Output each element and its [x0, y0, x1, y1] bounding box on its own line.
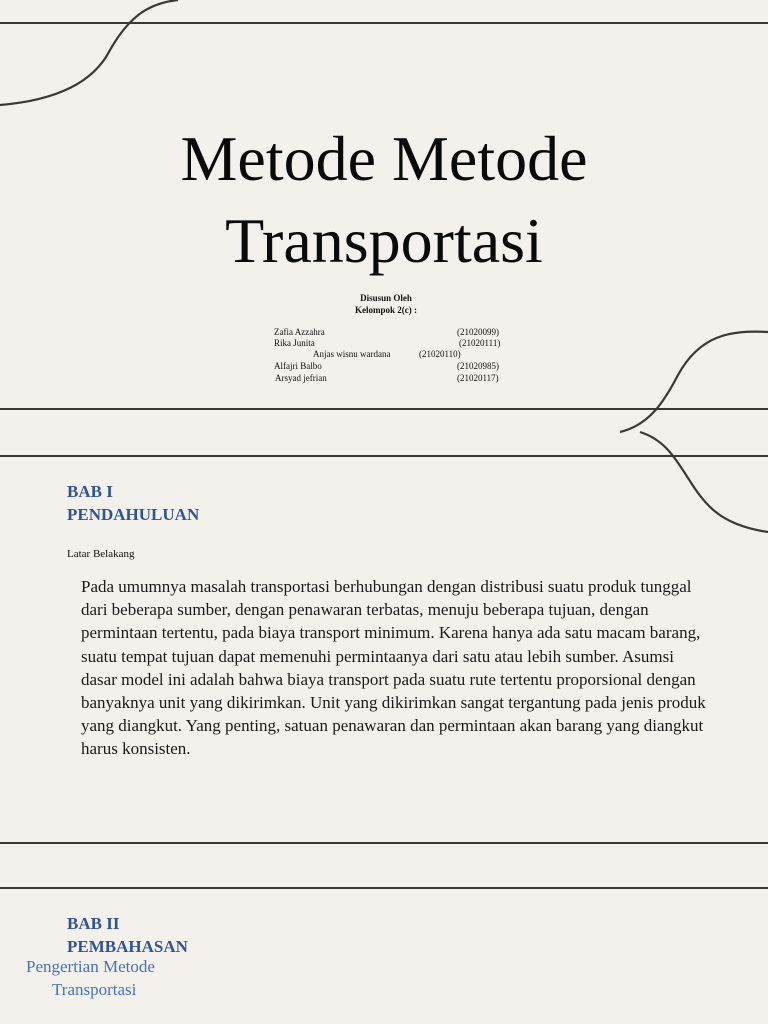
member-id-2: (21020111) [459, 338, 501, 348]
bab-1-heading: BAB I [67, 482, 113, 501]
title-line-2: Transportasi [225, 205, 543, 276]
right-upper-curve [620, 332, 768, 432]
title-line-1: Metode Metode [180, 123, 588, 194]
disusun-oleh-label: Disusun Oleh [360, 293, 412, 303]
member-id-5: (21020117) [457, 373, 499, 383]
divider-line-2 [0, 408, 768, 410]
bab-1-title: PENDAHULUAN [67, 505, 200, 524]
divider-line-5 [0, 887, 768, 889]
body-paragraph: Pada umumnya masalah transportasi berhubungan dengan distribusi suatu produk tunggal dari beberapa sumber, dengan penawaran terbatas, menuju beberapa tujuan, dengan permintaan tertentu, pada biaya transport minimum. Karena hanya ada satu macam barang, suatu tempat tujuan dapat memenuhi permintaanya dari satu atau lebih sumber. Asumsi dasar model ini adalah bahwa biaya transport pada suatu rute tertentu proporsional dengan banyaknya unit yang dikirimkan. Unit yang dikirimkan sangat tergantung pada jenis produk yang diangkut. Yang penting, satuan penawaran dan permintaan akan barang yang diangkut harus konsisten. [81, 577, 706, 759]
member-name-2: Rika Junita [274, 338, 315, 348]
member-name-5: Arsyad jefrian [275, 373, 327, 383]
member-name-3: Anjas wisnu wardana [313, 349, 391, 359]
right-lower-curve [640, 432, 768, 532]
top-left-curve [0, 0, 178, 105]
member-id-4: (21020985) [457, 361, 499, 371]
divider-line-1 [0, 22, 768, 24]
member-name-4: Alfajri Balbo [274, 361, 322, 371]
latar-belakang-label: Latar Belakang [67, 548, 135, 560]
member-id-1: (21020099) [457, 327, 499, 337]
member-id-3: (21020110) [419, 349, 461, 359]
section-subtitle-line-2: Transportasi [52, 980, 137, 999]
bab-2-heading: BAB II [67, 914, 120, 933]
kelompok-label: Kelompok 2(c) : [355, 305, 417, 315]
divider-line-3 [0, 455, 768, 457]
member-name-1: Zafia Azzahra [274, 327, 325, 337]
bab-2-title: PEMBAHASAN [67, 937, 188, 956]
section-subtitle-line-1: Pengertian Metode [26, 957, 155, 976]
divider-line-4 [0, 842, 768, 844]
